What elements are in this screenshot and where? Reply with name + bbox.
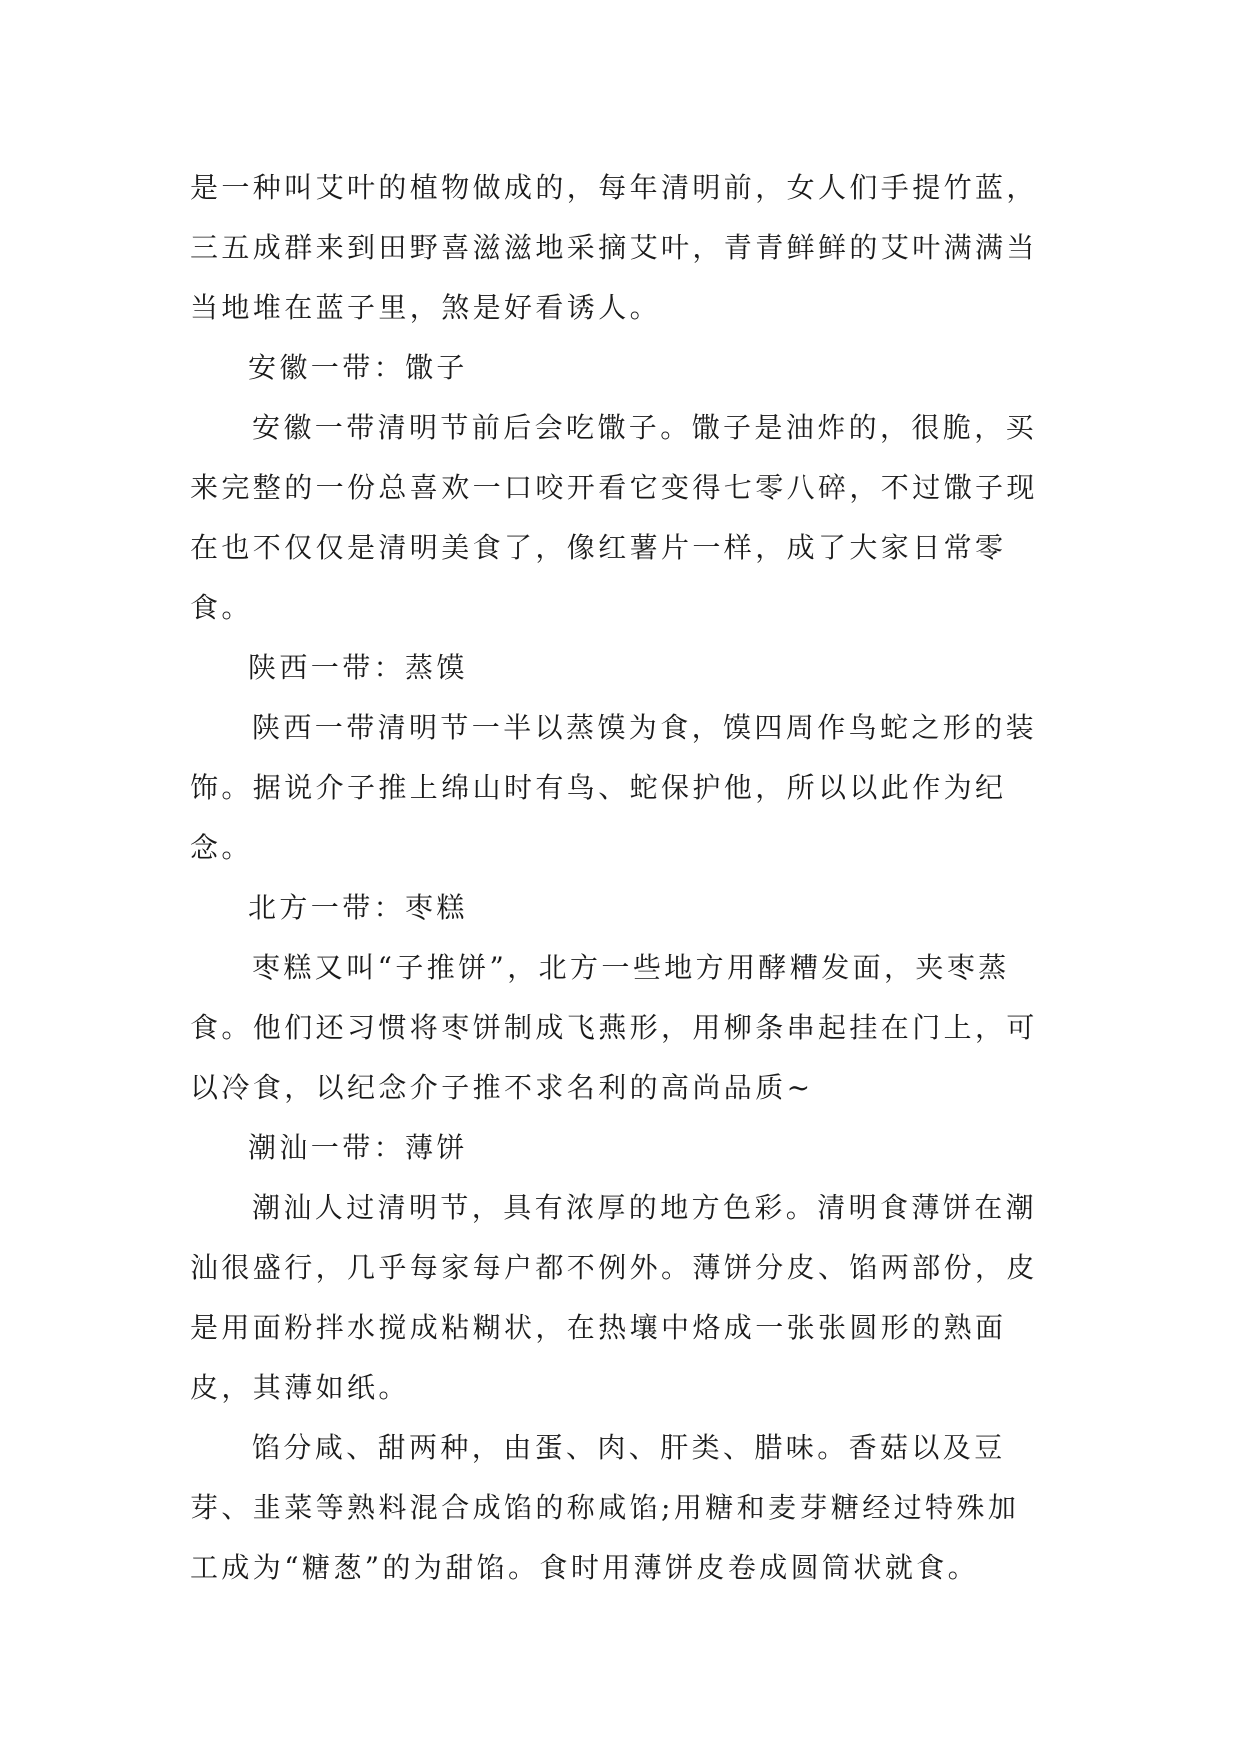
paragraph-shaanxi: 陕西一带清明节一半以蒸馍为食，馍四周作鸟蛇之形的装饰。据说介子推上绵山时有鸟、蛇保护他，所以以此作为纪念。	[190, 711, 1038, 864]
paragraph-anhui: 安徽一带清明节前后会吃馓子。馓子是油炸的，很脆，买来完整的一份总喜欢一口咬开看它变得七零八碎，不过馓子现在也不仅仅是清明美食了，像红薯片一样，成了大家日常零食。	[190, 411, 1038, 624]
paragraph-filling: 馅分咸、甜两种，由蛋、肉、肝类、腊味。香菇以及豆芽、韭菜等熟料混合成馅的称咸馅;用糖和麦芽糖经过特殊加工成为“糖葱”的为甜馅。食时用薄饼皮卷成圆筒状就食。	[190, 1431, 1020, 1584]
heading-shaanxi: 陕西一带：蒸馍	[248, 651, 468, 684]
paragraph-chaoshan: 潮汕人过清明节，具有浓厚的地方色彩。清明食薄饼在潮汕很盛行，几乎每家每户都不例外。薄饼分皮、馅两部份，皮是用面粉拌水搅成粘糊状，在热壤中烙成一张张圆形的熟面皮，其薄如纸。	[190, 1191, 1038, 1404]
heading-chaoshan: 潮汕一带：薄饼	[248, 1131, 468, 1164]
document-body	[190, 158, 1050, 1598]
paragraph-aiye-continued: 是一种叫艾叶的植物做成的，每年清明前，女人们手提竹蓝，三五成群来到田野喜滋滋地采摘艾叶，青青鲜鲜的艾叶满满当当地堆在蓝子里，煞是好看诱人。	[190, 171, 1038, 324]
heading-anhui: 安徽一带：馓子	[248, 351, 468, 384]
heading-north: 北方一带：枣糕	[248, 891, 468, 924]
paragraph-north: 枣糕又叫“子推饼”，北方一些地方用酵糟发面，夹枣蒸食。他们还习惯将枣饼制成飞燕形，用柳条串起挂在门上，可以冷食，以纪念介子推不求名利的高尚品质~	[190, 951, 1038, 1104]
